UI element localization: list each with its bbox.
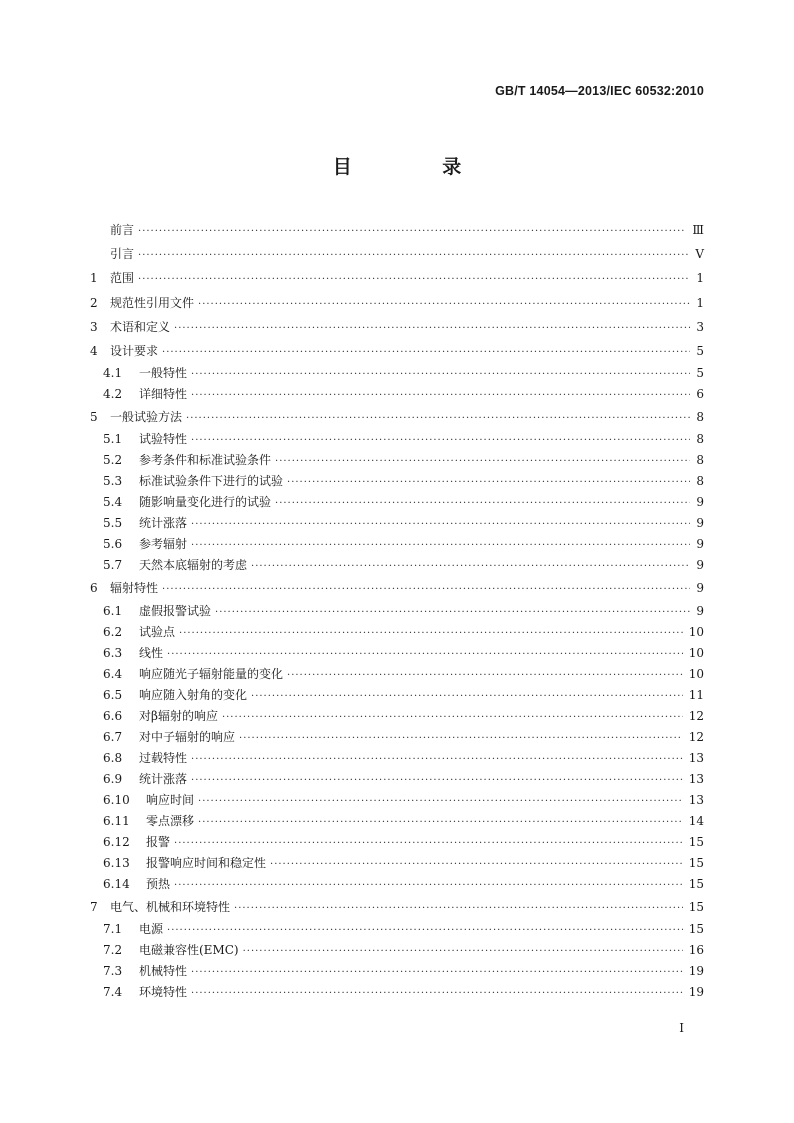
toc-entry[interactable] <box>90 315 704 339</box>
toc-entry-title: 统计涨落 <box>139 771 188 786</box>
toc-entry-page: 16 <box>688 942 704 957</box>
toc-entry-title: 线性 <box>139 645 164 660</box>
toc-entry-number: 6.1 <box>103 603 123 618</box>
toc-entry-page: 8 <box>696 474 704 489</box>
toc-entry-number: 6.14 <box>103 876 130 891</box>
toc-entry[interactable] <box>90 471 704 492</box>
toc-entry-page: 12 <box>688 729 704 744</box>
toc-entry-number: 4 <box>90 343 98 358</box>
toc-entry-number: 5.5 <box>103 516 123 531</box>
dot-leader <box>198 791 683 812</box>
toc-entry-title: 零点漂移 <box>146 813 195 828</box>
toc-entry-title: 一般特性 <box>139 366 188 381</box>
dot-leader <box>243 941 683 962</box>
toc-entry[interactable] <box>90 266 704 290</box>
toc-entry-page: 9 <box>696 558 704 573</box>
toc-entry-page: 3 <box>696 319 704 334</box>
toc-entry[interactable] <box>90 450 704 471</box>
dot-leader <box>167 644 683 665</box>
toc-entry-page: 15 <box>688 921 704 936</box>
dot-leader <box>234 897 683 921</box>
toc-entry-title: 响应时间 <box>146 792 195 807</box>
dot-leader <box>167 920 683 941</box>
toc-entry-page: 15 <box>688 834 704 849</box>
toc-entry-title: 虚假报警试验 <box>139 603 212 618</box>
toc-entry-page: 9 <box>696 537 704 552</box>
toc-entry-number: 6.8 <box>103 750 123 765</box>
toc-entry[interactable] <box>90 982 704 1003</box>
toc-entry-number: 5.7 <box>103 558 123 573</box>
toc-entry-page: 9 <box>696 603 704 618</box>
dot-leader <box>186 407 690 431</box>
dot-leader <box>191 749 683 770</box>
toc-entry-page: Ⅴ <box>695 247 704 262</box>
dot-leader <box>162 341 690 365</box>
toc-entry[interactable] <box>90 961 704 982</box>
dot-leader <box>198 293 690 317</box>
dot-leader <box>138 220 686 244</box>
toc-entry[interactable] <box>90 727 704 748</box>
dot-leader <box>275 451 690 472</box>
toc-entry-title: 试验点 <box>139 624 176 639</box>
toc-entry-number: 6.13 <box>103 855 130 870</box>
toc-entry[interactable] <box>90 940 704 961</box>
dot-leader <box>251 686 683 707</box>
toc-entry-number: 6 <box>90 581 98 596</box>
document-code: GB/T 14054—2013/IEC 60532:2010 <box>495 84 704 98</box>
toc-entry-page: 10 <box>688 666 704 681</box>
dot-leader <box>191 514 690 535</box>
dot-leader <box>287 472 690 493</box>
toc-entry-number: 6.5 <box>103 687 123 702</box>
dot-leader <box>174 833 683 854</box>
dot-leader <box>191 770 683 791</box>
toc-entry-title: 统计涨落 <box>139 516 188 531</box>
toc-entry-number: 6.11 <box>103 813 130 828</box>
dot-leader <box>191 430 690 451</box>
toc-entry-page: 15 <box>688 899 704 914</box>
toc-entry-number: 7 <box>90 899 98 914</box>
dot-leader <box>162 578 690 602</box>
toc-entry-title: 术语和定义 <box>110 319 171 334</box>
toc-entry-title: 电源 <box>139 921 164 936</box>
toc-entry-number: 6.6 <box>103 708 123 723</box>
toc-entry-page: 19 <box>688 984 704 999</box>
dot-leader <box>287 665 683 686</box>
toc-entry-page: 11 <box>688 687 704 702</box>
dot-leader <box>222 707 683 728</box>
dot-leader <box>198 812 683 833</box>
toc-entry-page: 1 <box>696 271 704 286</box>
toc-entry[interactable] <box>90 643 704 664</box>
toc-entry-title: 对β辐射的响应 <box>139 708 218 723</box>
toc-entry-number: 6.9 <box>103 771 123 786</box>
toc-entry-number: 6.10 <box>103 792 130 807</box>
toc-entry-title: 环境特性 <box>139 984 188 999</box>
dot-leader <box>138 268 690 292</box>
toc-entry-number: 5.3 <box>103 474 123 489</box>
toc-entry-page: Ⅲ <box>692 223 704 237</box>
toc-entry-title: 机械特性 <box>139 963 188 978</box>
toc-entry-page: 15 <box>688 855 704 870</box>
toc-entry-title: 对中子辐射的响应 <box>139 729 236 744</box>
toc-entry-page: 10 <box>688 645 704 660</box>
toc-entry-page: 5 <box>696 366 704 381</box>
toc-entry-title: 设计要求 <box>110 343 159 358</box>
toc-entry-title: 试验特性 <box>139 432 188 447</box>
toc-entry[interactable] <box>90 384 704 405</box>
toc-entry-number: 4.2 <box>103 387 123 402</box>
toc-entry[interactable] <box>90 242 704 266</box>
toc-entry-number: 6.4 <box>103 666 123 681</box>
toc-entry-number: 5.1 <box>103 432 123 447</box>
dot-leader <box>239 728 683 749</box>
dot-leader <box>191 535 690 556</box>
toc-entry-page: 13 <box>688 792 704 807</box>
dot-leader <box>174 875 683 896</box>
toc-entry[interactable] <box>90 291 704 315</box>
toc-entry[interactable] <box>90 492 704 513</box>
toc-entry-page: 6 <box>696 387 704 402</box>
toc-entry-title: 参考辐射 <box>139 537 188 552</box>
dot-leader <box>179 623 683 644</box>
dot-leader <box>275 493 690 514</box>
toc-entry-title: 规范性引用文件 <box>110 295 195 310</box>
toc-entry-page: 8 <box>696 432 704 447</box>
toc-entry-page: 5 <box>696 343 704 358</box>
dot-leader <box>191 364 690 385</box>
toc-entry[interactable] <box>90 832 704 853</box>
dot-leader <box>138 244 689 268</box>
toc-entry-title: 详细特性 <box>139 387 188 402</box>
toc-entry[interactable] <box>90 555 704 576</box>
dot-leader <box>251 556 690 577</box>
toc-entry-page: 9 <box>696 516 704 531</box>
toc-entry-number: 5.4 <box>103 495 123 510</box>
toc-entry-number: 7.1 <box>103 921 123 936</box>
toc-entry[interactable] <box>90 664 704 685</box>
toc-entry-title: 随影响量变化进行的试验 <box>139 495 272 510</box>
toc-entry-title: 报警响应时间和稳定性 <box>146 855 267 870</box>
toc-entry-title: 响应随入射角的变化 <box>139 687 248 702</box>
toc-entry-number: 7.3 <box>103 963 123 978</box>
toc-entry-page: 10 <box>688 624 704 639</box>
toc-entry-page: 8 <box>696 453 704 468</box>
toc-entry-page: 13 <box>688 771 704 786</box>
toc-entry-title: 参考条件和标准试验条件 <box>139 453 272 468</box>
toc-entry[interactable] <box>90 576 704 600</box>
toc-entry-page: 12 <box>688 708 704 723</box>
toc-entry[interactable] <box>90 874 704 895</box>
dot-leader <box>174 317 690 341</box>
toc-entry-number: 5.2 <box>103 453 123 468</box>
toc-entry-number: 6.3 <box>103 645 123 660</box>
toc-entry-title: 报警 <box>146 834 171 849</box>
toc-entry-page: 9 <box>696 581 704 596</box>
toc-entry[interactable] <box>90 363 704 384</box>
toc-entry-title: 辐射特性 <box>110 581 159 596</box>
toc-entry-title: 标准试验条件下进行的试验 <box>139 474 284 489</box>
toc-entry-number: 5.6 <box>103 537 123 552</box>
toc-entry[interactable] <box>90 919 704 940</box>
toc-entry-number: 7.2 <box>103 942 123 957</box>
toc-entry[interactable] <box>90 218 704 242</box>
toc-entry-number: 2 <box>90 295 98 310</box>
toc-entry[interactable] <box>90 706 704 727</box>
toc-entry[interactable] <box>90 748 704 769</box>
page-title: 目 录 <box>332 156 504 178</box>
toc-entry-title: 引言 <box>110 247 135 262</box>
toc-entry-title: 响应随光子辐射能量的变化 <box>139 666 284 681</box>
toc-entry[interactable] <box>90 622 704 643</box>
toc-entry[interactable] <box>90 534 704 555</box>
toc-entry-title: 范围 <box>110 271 135 286</box>
toc-entry-number: 4.1 <box>103 366 123 381</box>
toc-entry-title: 预热 <box>146 876 171 891</box>
toc-entry-page: 8 <box>696 410 704 425</box>
toc-entry[interactable] <box>90 811 704 832</box>
toc-entry-title: 天然本底辐射的考虑 <box>139 558 248 573</box>
toc-entry-number: 6.2 <box>103 624 123 639</box>
page-number: Ⅰ <box>679 1021 684 1035</box>
toc-entry[interactable] <box>90 769 704 790</box>
toc-entry-title: 电气、机械和环境特性 <box>110 899 231 914</box>
toc-entry[interactable] <box>90 601 704 622</box>
dot-leader <box>191 962 683 983</box>
toc-entry-number: 6.7 <box>103 729 123 744</box>
toc-entry[interactable] <box>90 790 704 811</box>
toc-entry-number: 3 <box>90 319 98 334</box>
dot-leader <box>191 385 690 406</box>
table-of-contents <box>90 218 704 1003</box>
toc-entry[interactable] <box>90 685 704 706</box>
toc-entry-title: 电磁兼容性(EMC) <box>139 942 239 957</box>
toc-entry-page: 14 <box>688 813 704 828</box>
toc-entry[interactable] <box>90 339 704 363</box>
toc-entry-page: 1 <box>696 295 704 310</box>
toc-entry-title: 一般试验方法 <box>110 410 183 425</box>
toc-entry-number: 7.4 <box>103 984 123 999</box>
dot-leader <box>191 983 683 1004</box>
toc-entry-title: 前言 <box>110 223 135 237</box>
toc-entry[interactable] <box>90 895 704 919</box>
toc-entry-page: 13 <box>688 750 704 765</box>
toc-entry-page: 9 <box>696 495 704 510</box>
toc-entry[interactable] <box>90 853 704 874</box>
toc-entry-title: 过载特性 <box>139 750 188 765</box>
dot-leader <box>270 854 683 875</box>
toc-entry-number: 6.12 <box>103 834 130 849</box>
toc-entry[interactable] <box>90 429 704 450</box>
toc-entry-number: 1 <box>90 271 98 286</box>
toc-entry[interactable] <box>90 405 704 429</box>
toc-entry-number: 5 <box>90 410 98 425</box>
toc-entry-page: 15 <box>688 876 704 891</box>
toc-entry[interactable] <box>90 513 704 534</box>
toc-entry-page: 19 <box>688 963 704 978</box>
dot-leader <box>215 602 690 623</box>
